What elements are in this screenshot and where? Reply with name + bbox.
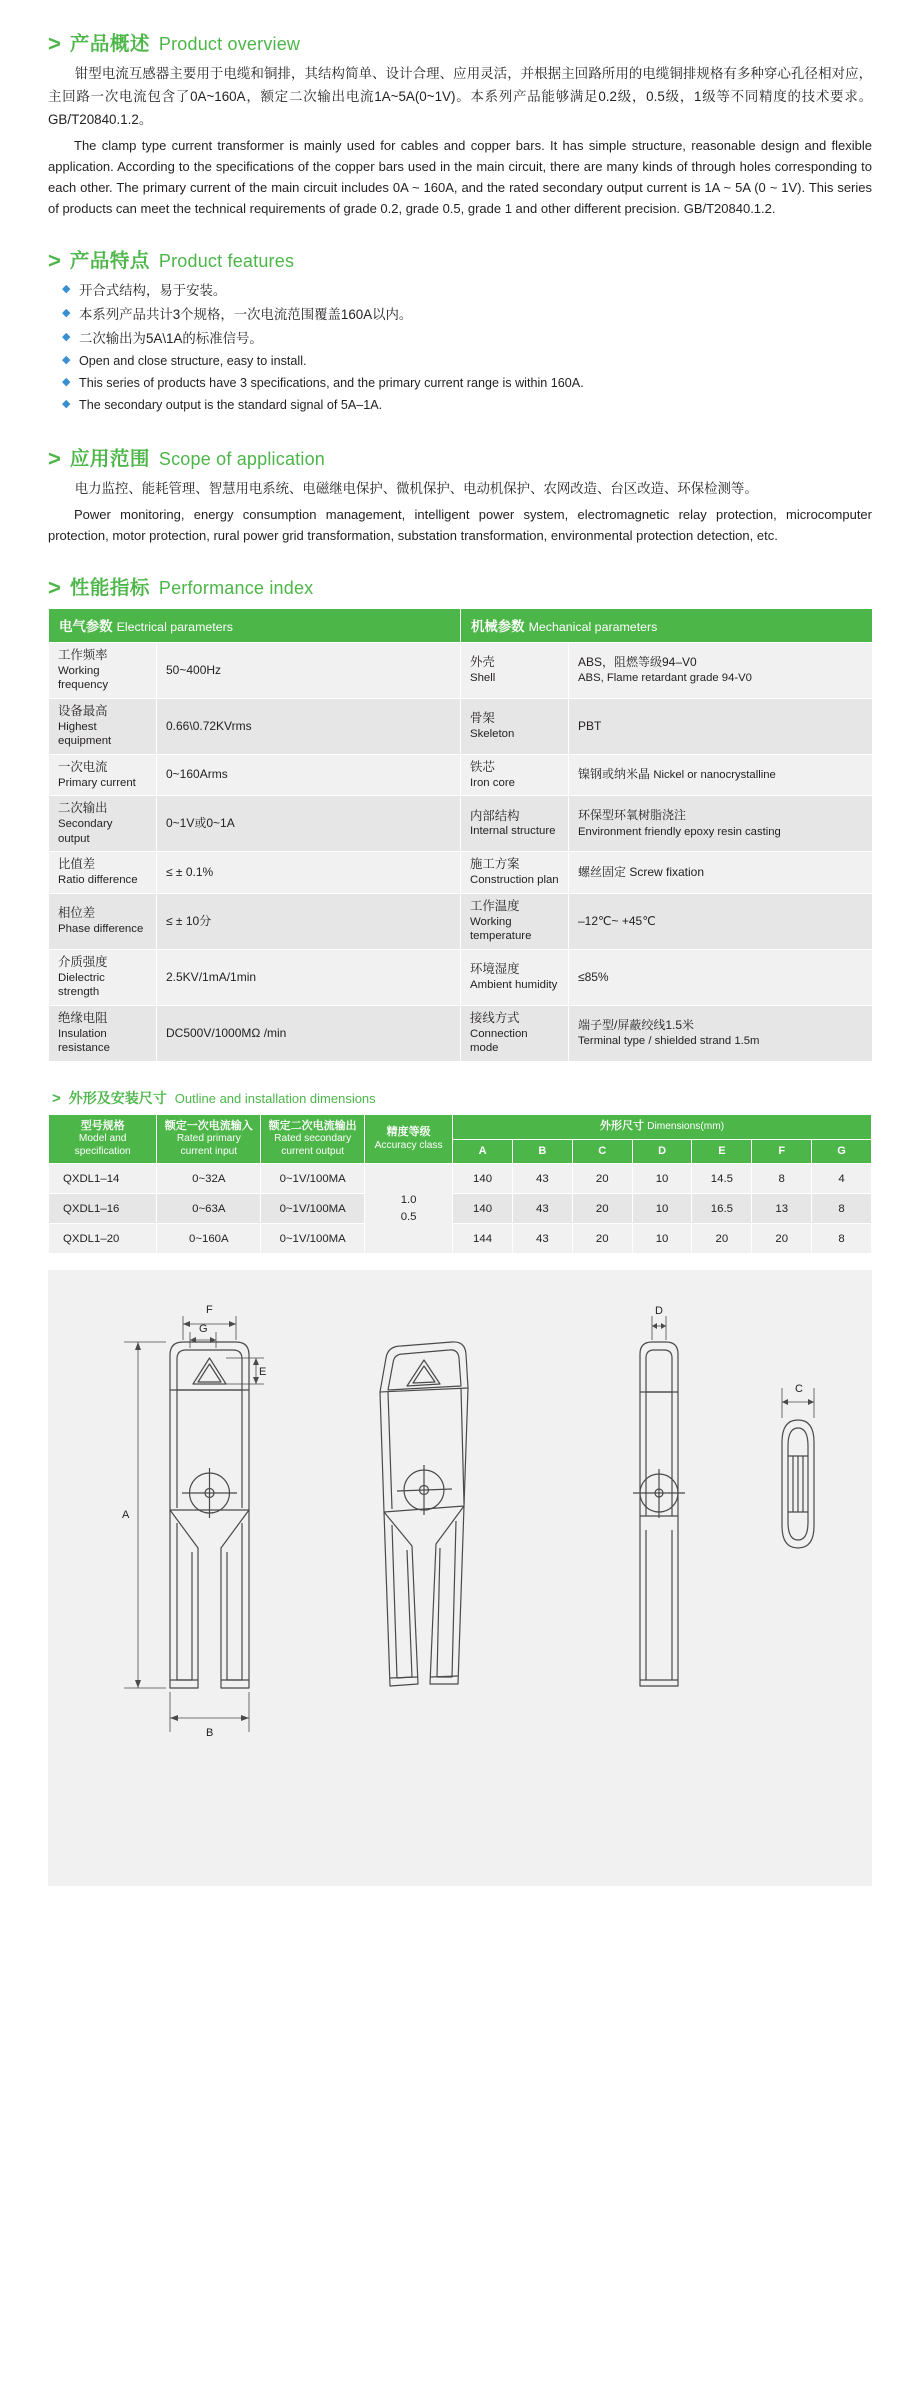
column-header-en: Model and specification (74, 1133, 131, 1157)
table-row (49, 1005, 873, 1061)
param-label-en: Phase difference (58, 923, 144, 936)
diamond-bullet-icon: ◆ (62, 330, 71, 343)
param-value-text: 端子型/屏蔽绞线1.5米 (578, 1018, 695, 1033)
param-value-sub: Environment friendly epoxy resin casting (578, 825, 781, 838)
diamond-bullet-icon: ◆ (62, 398, 71, 411)
param-label (461, 1005, 569, 1061)
param-label (49, 698, 157, 754)
param-label-cn: 工作温度 (470, 898, 520, 913)
table-header-row (49, 608, 873, 642)
param-value (569, 698, 873, 754)
cell-dim-g: 8 (812, 1224, 872, 1254)
cell-dim-f: 13 (752, 1194, 812, 1224)
column-header-cn: 精度等级 (386, 1126, 431, 1139)
performance-table (48, 608, 873, 1062)
table-header-row (49, 1115, 872, 1140)
list-item (62, 303, 872, 327)
param-label-en: Iron core (470, 776, 515, 789)
column-header-en: Rated primary current input (176, 1133, 241, 1157)
cell-dim-e: 16.5 (692, 1194, 752, 1224)
cell-dim-f: 20 (752, 1224, 812, 1254)
cell-model: QXDL1–16 (49, 1194, 157, 1224)
param-label-cn: 一次电流 (58, 759, 108, 774)
param-label-cn: 骨架 (470, 711, 495, 726)
list-item-label: The secondary output is the standard signal of 5A–1A. (79, 398, 383, 413)
param-label-cn: 环境湿度 (470, 962, 520, 977)
list-item-label: 二次输出为5A\1A的标准信号。 (79, 330, 263, 346)
param-label-en: Connection mode (470, 1027, 528, 1055)
param-label (49, 642, 157, 698)
param-label-cn: 设备最高 (58, 703, 108, 718)
param-label (461, 893, 569, 949)
param-label (461, 852, 569, 893)
param-label-cn: 绝缘电阻 (58, 1010, 108, 1025)
param-label (461, 754, 569, 795)
param-value (157, 698, 461, 754)
table-row (49, 698, 873, 754)
chevron-right-icon: > (48, 248, 61, 274)
column-header-outline (453, 1115, 872, 1140)
param-value-text: 0.66\0.72KVrms (166, 718, 252, 733)
cell-primary: 0~160A (157, 1224, 261, 1254)
param-value-sub: Nickel or nanocrystalline (653, 769, 776, 782)
section-scope-of-application (48, 443, 872, 546)
cell-dim-g: 4 (812, 1164, 872, 1194)
param-label-en: Primary current (58, 776, 136, 789)
param-label-en: Highest equipment (58, 720, 112, 748)
table-row (49, 1224, 872, 1254)
param-label-en: Skeleton (470, 727, 515, 740)
table-row (49, 893, 873, 949)
param-label-en: Secondary output (58, 818, 113, 845)
column-header-dim-b: B (512, 1139, 572, 1164)
section-heading-overview (48, 28, 872, 56)
param-label-cn: 铁芯 (470, 759, 495, 774)
param-label (461, 949, 569, 1005)
cell-model: QXDL1–14 (49, 1164, 157, 1194)
diamond-bullet-icon: ◆ (62, 283, 71, 296)
param-value-sub: ABS, Flame retardant grade 94-V0 (578, 672, 752, 685)
cell-dim-d: 10 (632, 1224, 692, 1254)
param-label-en: Construction plan (470, 874, 559, 887)
diamond-bullet-icon: ◆ (62, 376, 71, 389)
param-value (569, 796, 873, 852)
param-value-text: 0~1V或0~1A (166, 816, 235, 831)
overview-paragraph-cn: 钳型电流互感器主要用于电缆和铜排，其结构简单、设计合理、应用灵活，并根据主回路所用的电缆铜排规格有多种穿心孔径相对应，主回路一次电流包含了0A~160A，额定二次输出电流1A~5A(0~1V)。本系列产品能够满足0.2级，0.5级，1级等不同精度的技术要求。GB/T20840.1.2。 (48, 66, 872, 128)
param-label-en: Ambient humidity (470, 979, 558, 992)
scope-paragraph-cn: 电力监控、能耗管理、智慧用电系统、电磁继电保护、微机保护、电动机保护、农网改造、台区改造、环保检测等。 (74, 480, 758, 496)
param-label-cn: 接线方式 (470, 1010, 520, 1025)
column-header-dim-f: F (752, 1139, 812, 1164)
cell-dim-b: 43 (512, 1164, 572, 1194)
column-header-en: Accuracy class (374, 1139, 443, 1151)
column-header-dim-a: A (453, 1139, 513, 1164)
list-item (62, 327, 872, 351)
param-value (157, 949, 461, 1005)
param-value (157, 796, 461, 852)
section-title-en: Product features (158, 251, 295, 272)
column-header-cn: 额定二次电流输出 (268, 1120, 357, 1133)
list-item (62, 394, 872, 416)
column-header-en: Electrical parameters (116, 619, 233, 634)
section-performance-index (48, 572, 872, 1062)
cell-secondary: 0~1V/100MA (261, 1194, 365, 1224)
param-label (461, 796, 569, 852)
section-title-cn: 外形及安装尺寸 (68, 1090, 167, 1107)
param-value-text: 环保型环氧树脂浇注 (578, 808, 687, 823)
column-header-electrical (49, 608, 461, 642)
cell-primary: 0~32A (157, 1164, 261, 1194)
column-header-en: Mechanical parameters (528, 619, 658, 634)
drawing-label-c: C (795, 1383, 803, 1396)
cell-secondary: 0~1V/100MA (261, 1164, 365, 1194)
cell-dim-g: 8 (812, 1194, 872, 1224)
list-item (62, 372, 872, 394)
param-value (569, 852, 873, 893)
column-header-dim-d: D (632, 1139, 692, 1164)
column-header-en: Dimensions(mm) (647, 1121, 725, 1133)
param-value-text: 0~160Arms (166, 767, 228, 782)
column-header-cn: 外形尺寸 (600, 1120, 645, 1133)
list-item-label: Open and close structure, easy to install. (79, 354, 307, 369)
section-heading-dimensions (52, 1088, 872, 1108)
list-item (62, 350, 872, 372)
dimension-drawing (50, 1280, 870, 1880)
param-value-text: ≤ ± 10分 (166, 913, 212, 928)
cell-dim-f: 8 (752, 1164, 812, 1194)
drawing-label-a: A (122, 1509, 130, 1522)
section-title-en: Performance index (158, 577, 314, 598)
param-label-cn: 介质强度 (58, 954, 108, 969)
table-row (49, 796, 873, 852)
drawing-label-f: F (206, 1304, 213, 1317)
column-header-dim-e: E (692, 1139, 752, 1164)
cell-dim-e: 14.5 (692, 1164, 752, 1194)
param-value-text: –12℃~ +45℃ (578, 913, 656, 928)
drawing-label-e: E (259, 1366, 267, 1379)
table-row (49, 1194, 872, 1224)
cell-primary: 0~63A (157, 1194, 261, 1224)
param-value-text: 螺丝固定 Screw fixation (578, 864, 705, 879)
scope-paragraph-en: Power monitoring, energy consumption management, intelligent power system, electromagnetic relay protection, microcomputer protection, motor protection, rural power grid transformation, substation transformation, environmental protection detection, etc. (48, 506, 872, 543)
drawing-label-d: D (655, 1305, 663, 1318)
param-label-cn: 外壳 (470, 655, 495, 670)
param-value-text: PBT (578, 718, 602, 733)
param-value-text: ABS，阻燃等级94–V0 (578, 654, 697, 669)
param-value-text: ≤ ± 0.1% (166, 864, 214, 879)
chevron-right-icon: > (48, 445, 61, 471)
param-label-en: Working temperature (470, 915, 532, 943)
column-header-model (49, 1115, 157, 1164)
param-label (49, 796, 157, 852)
cell-dim-d: 10 (632, 1164, 692, 1194)
list-item (62, 279, 872, 303)
cell-dim-c: 20 (572, 1224, 632, 1254)
section-title-cn: 产品概述 (69, 33, 150, 55)
diamond-bullet-icon: ◆ (62, 306, 71, 319)
param-label (49, 1005, 157, 1061)
param-label (461, 698, 569, 754)
table-row (49, 949, 873, 1005)
list-item-label: 本系列产品共计3个规格，一次电流范围覆盖160A以内。 (79, 306, 413, 322)
section-title-cn: 性能指标 (69, 576, 150, 599)
cell-dim-d: 10 (632, 1194, 692, 1224)
cell-dim-a: 144 (453, 1224, 513, 1254)
param-label (49, 949, 157, 1005)
param-value (157, 642, 461, 698)
drawing-label-g: G (199, 1323, 208, 1336)
column-header-secondary-current (261, 1115, 365, 1164)
param-label (461, 642, 569, 698)
section-product-overview (48, 28, 872, 219)
section-title-en: Product overview (158, 34, 301, 54)
drawing-label-b: B (206, 1727, 214, 1740)
param-value (157, 893, 461, 949)
table-row (49, 852, 873, 893)
param-label-en: Ratio difference (58, 874, 138, 887)
diamond-bullet-icon: ◆ (62, 354, 71, 367)
param-value-text: 50~400Hz (166, 662, 222, 677)
chevron-right-icon: > (52, 1090, 61, 1108)
param-value (157, 754, 461, 795)
list-item-label: This series of products have 3 specifications, and the primary current range is within 160A. (79, 376, 584, 391)
column-header-en: Rated secondary current output (274, 1133, 352, 1157)
param-value-text: DC500V/1000MΩ /min (166, 1025, 287, 1040)
column-header-dim-c: C (572, 1139, 632, 1164)
column-header-cn: 额定一次电流输入 (164, 1120, 253, 1133)
column-header-dim-g: G (812, 1139, 872, 1164)
table-row (49, 1164, 872, 1194)
param-value (569, 1005, 873, 1061)
param-value (157, 1005, 461, 1061)
column-header-accuracy (365, 1115, 453, 1164)
section-heading-features (48, 245, 872, 273)
cell-model: QXDL1–20 (49, 1224, 157, 1254)
section-product-features (48, 245, 872, 416)
table-row (49, 642, 873, 698)
param-value-text: 镍钢或纳米晶 (578, 767, 651, 782)
technical-drawing-panel (48, 1270, 872, 1886)
param-value-text: 2.5KV/1mA/1min (166, 969, 257, 984)
param-value (569, 949, 873, 1005)
section-outline-dimensions (48, 1088, 872, 1254)
param-value (569, 893, 873, 949)
param-label-en: Dielectric strength (58, 971, 105, 999)
cell-dim-c: 20 (572, 1194, 632, 1224)
param-label-en: Internal structure (470, 825, 556, 838)
column-header-cn: 机械参数 (471, 618, 525, 634)
param-value (157, 852, 461, 893)
column-header-cn: 电气参数 (59, 618, 113, 634)
overview-paragraph-en: The clamp type current transformer is mainly used for cables and copper bars. It has simple structure, reasonable design and flexible application. According to the specifications of the copper bars used in the main circuit, there are many kinds of through holes corresponding to each other. The primary current of the main circuit includes 0A ~ 160A, and the rated secondary output current is 1A ~ 5A (0 ~ 1V). This series of products can meet the technical requirements of grade 0.2, grade 0.5, grade 1 and other different precision. GB/T20840.1.2. (48, 138, 872, 217)
section-title-en: Outline and installation dimensions (174, 1091, 376, 1107)
param-label-en: Shell (470, 671, 496, 684)
cell-dim-a: 140 (453, 1164, 513, 1194)
param-label (49, 754, 157, 795)
param-label-cn: 内部结构 (470, 808, 520, 823)
cell-accuracy: 1.0 0.5 (365, 1164, 453, 1254)
section-heading-performance (48, 572, 872, 600)
param-label-cn: 工作频率 (58, 647, 108, 662)
param-value-sub: Terminal type / shielded strand 1.5m (578, 1035, 760, 1048)
param-label-cn: 施工方案 (470, 857, 520, 872)
column-header-primary-current (157, 1115, 261, 1164)
section-title-cn: 产品特点 (69, 250, 150, 273)
features-list (48, 279, 872, 416)
param-label-cn: 相位差 (58, 906, 96, 921)
section-title-cn: 应用范围 (69, 447, 150, 470)
param-label-en: Insulation resistance (58, 1027, 110, 1055)
cell-dim-b: 43 (512, 1194, 572, 1224)
param-value-text: ≤85% (578, 969, 609, 984)
param-label-cn: 二次输出 (58, 801, 108, 816)
cell-dim-a: 140 (453, 1194, 513, 1224)
section-heading-scope (48, 443, 872, 471)
cell-dim-b: 43 (512, 1224, 572, 1254)
cell-secondary: 0~1V/100MA (261, 1224, 365, 1254)
column-header-mechanical (461, 608, 873, 642)
cell-dim-c: 20 (572, 1164, 632, 1194)
chevron-right-icon: > (48, 31, 61, 56)
column-header-cn: 型号规格 (80, 1120, 125, 1133)
param-label (49, 852, 157, 893)
param-value (569, 642, 873, 698)
param-label (49, 893, 157, 949)
param-label-cn: 比值差 (58, 857, 96, 872)
param-value (569, 754, 873, 795)
dimensions-table (48, 1114, 872, 1254)
section-title-en: Scope of application (158, 448, 325, 469)
cell-dim-e: 20 (692, 1224, 752, 1254)
param-label-en: Working frequency (58, 664, 109, 692)
list-item-label: 开合式结构，易于安装。 (79, 283, 227, 299)
chevron-right-icon: > (48, 574, 61, 600)
table-row (49, 754, 873, 795)
